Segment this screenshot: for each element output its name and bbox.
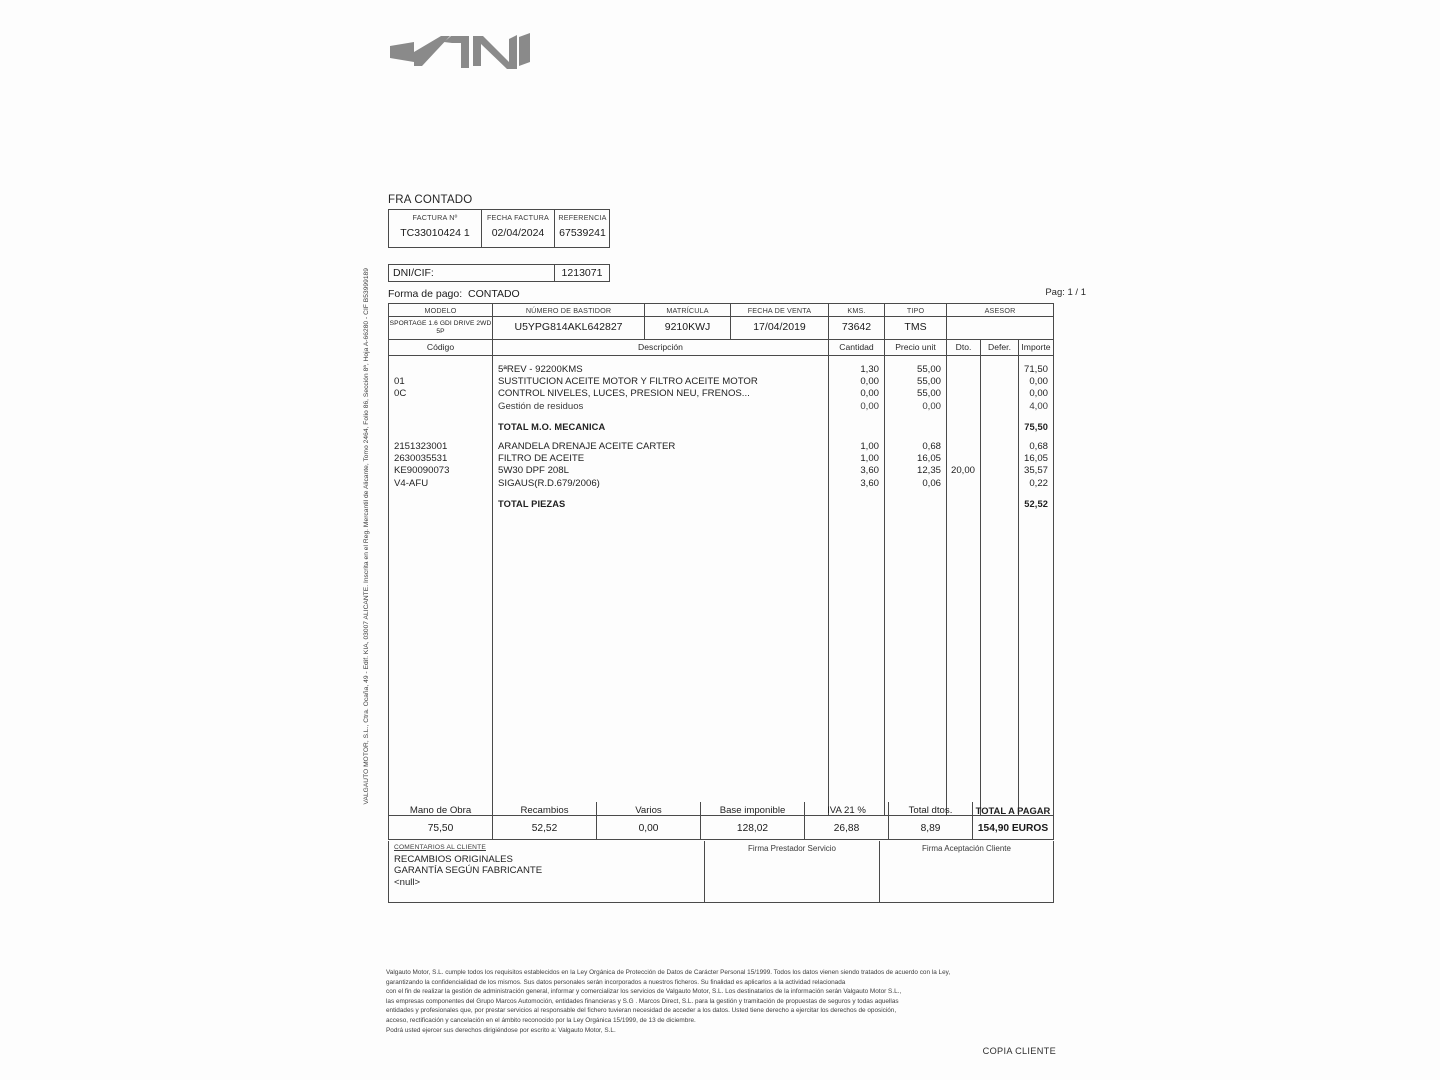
parts-line-cell: 2151323001 bbox=[394, 441, 448, 452]
invoice-sheet bbox=[352, 0, 1092, 1080]
items-cantidad-column bbox=[829, 356, 885, 815]
dni-row bbox=[388, 264, 610, 282]
invoice-number-value: TC33010424 1 bbox=[400, 227, 470, 239]
dni-label: DNI/CIF: bbox=[389, 265, 555, 281]
total-col-iva bbox=[805, 802, 889, 819]
col-fecha-venta bbox=[731, 304, 829, 316]
total-col-mano-obra-label: Mano de Obra bbox=[409, 805, 472, 816]
labor-line-cell: 1,30 bbox=[860, 364, 879, 375]
col-defer bbox=[981, 340, 1019, 355]
labor-line-cell: SUSTITUCION ACEITE MOTOR Y FILTRO ACEITE MOTOR bbox=[498, 376, 758, 388]
parts-line-cell: 5W30 DPF 208L bbox=[498, 465, 569, 477]
invoice-number-label: FACTURA Nº bbox=[412, 213, 458, 222]
total-val-base bbox=[701, 819, 805, 839]
total-val-varios bbox=[597, 819, 701, 839]
total-val-pagar bbox=[973, 819, 1053, 839]
col-bastidor-label: NÚMERO DE BASTIDOR bbox=[525, 306, 612, 315]
items-dto-column bbox=[947, 356, 981, 815]
parts-line-cell: 1,00 bbox=[860, 441, 879, 452]
total-col-mano-obra bbox=[389, 802, 493, 819]
total-val-recambios bbox=[493, 819, 597, 839]
total-col-base-label: Base imponible bbox=[719, 805, 786, 816]
parts-line-cell: ARANDELA DRENAJE ACEITE CARTER bbox=[498, 441, 676, 452]
signature-client-cell bbox=[880, 841, 1053, 902]
parts-line-cell: 16,05 bbox=[1023, 453, 1048, 465]
parts-line-cell: 0,68 bbox=[1029, 441, 1048, 452]
col-codigo bbox=[389, 340, 493, 355]
col-kms-label: KMS. bbox=[847, 306, 866, 315]
col-matricula bbox=[645, 304, 731, 316]
invoice-date-value: 02/04/2024 bbox=[491, 227, 545, 239]
total-val-base-text: 128,02 bbox=[736, 823, 769, 834]
col-precio-unit-label: Precio unit bbox=[895, 342, 936, 352]
text-line: GARANTÍA SEGÚN FABRICANTE bbox=[394, 865, 543, 877]
total-col-pagar bbox=[973, 802, 1053, 819]
val-bastidor bbox=[493, 317, 645, 339]
items-precio-column bbox=[885, 356, 947, 815]
parts-line-cell: FILTRO DE ACEITE bbox=[498, 453, 585, 465]
invoice-reference-cell bbox=[555, 210, 610, 247]
parts-line-cell: 1,00 bbox=[860, 453, 879, 465]
col-importe bbox=[1019, 340, 1053, 355]
col-asesor bbox=[947, 304, 1053, 316]
comments-title: COMENTARIOS AL CLIENTE bbox=[394, 844, 486, 851]
total-col-varios bbox=[597, 802, 701, 819]
parts-total-label: TOTAL PIEZAS bbox=[498, 498, 566, 509]
total-val-dtos-text: 8,89 bbox=[920, 823, 941, 834]
col-bastidor bbox=[493, 304, 645, 316]
page-indicator: Pag: 1 / 1 bbox=[1045, 287, 1086, 298]
text-line: entidades y profesionales que, por prestar servicios al responsable del fichero tuvieran necesidad de acceder a los datos. Usted tiene derecho a ejercitar los derechos de oposición, bbox=[386, 1007, 897, 1015]
kia-logo bbox=[385, 26, 535, 78]
parts-line-cell: 0,22 bbox=[1029, 477, 1048, 489]
col-importe-label: Importe bbox=[1021, 342, 1051, 352]
comments-cell bbox=[389, 841, 705, 902]
items-header-row bbox=[389, 340, 1053, 356]
text-line: garantizando la confidencialidad de los mismos. Sus datos personales serán incorporados a nuestros ficheros. Su finalidad es aplicarlos a la actividad relacionada bbox=[386, 978, 846, 986]
labor-line-cell: CONTROL NIVELES, LUCES, PRESION NEU, FRENOS... bbox=[498, 388, 750, 400]
val-modelo-text: SPORTAGE 1.6 GDI DRIVE 2WD 5P bbox=[389, 320, 492, 335]
invoice-date-label: FECHA FACTURA bbox=[486, 213, 550, 222]
parts-line-cell: 2630035531 bbox=[394, 453, 448, 465]
parts-line-cell: 35,57 bbox=[1023, 465, 1048, 477]
parts-line-cell: 16,05 bbox=[916, 453, 941, 465]
col-descripcion-label: Descripción bbox=[638, 342, 683, 352]
labor-line-cell: 55,00 bbox=[916, 376, 941, 388]
dni-value: 1213071 bbox=[561, 267, 603, 279]
totals-header-row bbox=[389, 802, 1053, 819]
total-val-iva bbox=[805, 819, 889, 839]
labor-line-cell: 55,00 bbox=[916, 388, 941, 400]
payment-method-label: Forma de pago: bbox=[388, 288, 463, 300]
text-line: Valgauto Motor, S.L. cumple todos los requisitos establecidos en la Ley Orgánica de Protección de Datos de Carácter Personal 15/1999. Todos los datos vienen siendo tratados de acuerdo con la Ley, bbox=[386, 969, 951, 976]
comments-body bbox=[394, 854, 542, 888]
text-line: RECAMBIOS ORIGINALES bbox=[394, 854, 513, 865]
labor-line-cell: 0,00 bbox=[1029, 376, 1048, 388]
footer-legal-text bbox=[386, 968, 1076, 1035]
invoice-reference-label: REFERENCIA bbox=[558, 213, 607, 222]
invoice-header-box bbox=[388, 209, 610, 248]
invoice-date-cell bbox=[482, 210, 555, 247]
main-table bbox=[388, 303, 1054, 816]
col-dto bbox=[947, 340, 981, 355]
val-asesor bbox=[947, 317, 1053, 339]
labor-line-cell: 4,00 bbox=[1029, 400, 1048, 412]
total-val-mano-obra bbox=[389, 819, 493, 839]
totals-values-row bbox=[389, 819, 1053, 839]
total-val-pagar-text: 154,90 EUROS bbox=[977, 823, 1049, 834]
col-codigo-label: Código bbox=[426, 342, 455, 352]
col-fecha-venta-label: FECHA DE VENTA bbox=[747, 306, 812, 315]
company-legal-vertical: VALGAUTO MOTOR, S.L., Ctra. Ocaña, 49 - Edif. KIA, 03007 ALICANTE. Inscrita en el Reg. Mercantil de Alicante, Tomo 2464, Folio 86, Sección 8ª, Hoja A-66280 - CIF B53999189 bbox=[363, 268, 370, 805]
labor-line-cell: 0,00 bbox=[860, 388, 879, 400]
val-matricula-text: 9210KWJ bbox=[664, 321, 711, 333]
payment-method bbox=[388, 288, 520, 300]
total-col-pagar-label: TOTAL A PAGAR bbox=[975, 805, 1051, 816]
val-fecha-venta bbox=[731, 317, 829, 339]
labor-total-value: 75,50 bbox=[1024, 421, 1048, 432]
labor-line-cell: Gestión de residuos bbox=[498, 400, 584, 412]
col-defer-label: Defer. bbox=[988, 342, 1011, 352]
text-line: con el fin de realizar la gestión de administración general, informar y comercializar los servicios de Valgauto Motor, S.L. Los destinatarios de la información serán Valgauto Motor S.L., bbox=[386, 988, 902, 996]
col-cantidad bbox=[829, 340, 885, 355]
parts-line-cell: 0,68 bbox=[922, 441, 941, 452]
total-val-varios-text: 0,00 bbox=[638, 823, 659, 834]
text-line: Podrá usted ejercer sus derechos dirigiéndose por escrito a: Valgauto Motor, S.L. bbox=[386, 1026, 616, 1034]
payment-method-value: CONTADO bbox=[467, 288, 520, 300]
total-col-dtos-label: Total dtos. bbox=[908, 805, 953, 816]
col-modelo-label: MODELO bbox=[424, 306, 457, 315]
total-val-mano-obra-text: 75,50 bbox=[427, 823, 454, 834]
col-descripcion bbox=[493, 340, 829, 355]
parts-line-cell: 3,60 bbox=[860, 465, 879, 477]
items-descripcion-column bbox=[493, 356, 829, 815]
text-line: las empresas componentes del Grupo Marcos Automoción, entidades financieras y S.G . Marcos Direct, S.L. para la gestión y tramitación de propuestas de seguros y todas aquellas bbox=[386, 997, 899, 1005]
copy-label: COPIA CLIENTE bbox=[982, 1046, 1056, 1056]
text-line: acceso, rectificación y cancelación en el ámbito reconocido por la Ley Orgánica 15/1999, de 13 de diciembre. bbox=[386, 1016, 696, 1024]
col-asesor-label: ASESOR bbox=[984, 306, 1016, 315]
invoice-reference-value: 67539241 bbox=[559, 227, 606, 239]
labor-line-cell: 5ªREV - 92200KMS bbox=[498, 364, 583, 375]
items-importe-column bbox=[1019, 356, 1053, 815]
parts-line-cell: 20,00 bbox=[950, 465, 975, 477]
labor-total-label: TOTAL M.O. MECANICA bbox=[498, 421, 606, 432]
col-modelo bbox=[389, 304, 493, 316]
parts-line-cell: 12,35 bbox=[916, 465, 941, 477]
col-matricula-label: MATRÍCULA bbox=[666, 306, 709, 315]
col-dto-label: Dto. bbox=[955, 342, 972, 352]
val-modelo bbox=[389, 317, 493, 339]
parts-total-value: 52,52 bbox=[1024, 498, 1048, 509]
signature-provider-cell bbox=[705, 841, 880, 902]
items-body bbox=[389, 356, 1053, 816]
labor-line-cell: 0C bbox=[394, 388, 407, 400]
val-kms bbox=[829, 317, 885, 339]
invoice-type-label: FRA CONTADO bbox=[388, 194, 473, 206]
items-defer-column bbox=[981, 356, 1019, 815]
total-col-recambios bbox=[493, 802, 597, 819]
val-matricula bbox=[645, 317, 731, 339]
val-asesor-text bbox=[947, 317, 1053, 321]
invoice-number-cell bbox=[389, 210, 482, 247]
col-tipo-label: TIPO bbox=[906, 306, 925, 315]
items-codigo-column bbox=[389, 356, 493, 815]
val-kms-text: 73642 bbox=[841, 321, 872, 333]
col-kms bbox=[829, 304, 885, 316]
parts-line-cell: SIGAUS(R.D.679/2006) bbox=[498, 477, 600, 489]
total-col-recambios-label: Recambios bbox=[520, 805, 569, 816]
total-val-recambios-text: 52,52 bbox=[531, 823, 558, 834]
parts-line-cell: V4-AFU bbox=[394, 477, 429, 489]
signature-client-label: Firma Aceptación Cliente bbox=[922, 844, 1011, 853]
col-cantidad-label: Cantidad bbox=[839, 342, 874, 352]
labor-line-cell: 01 bbox=[394, 376, 405, 388]
val-tipo bbox=[885, 317, 947, 339]
val-tipo-text: TMS bbox=[904, 321, 927, 333]
parts-line-cell: 0,06 bbox=[922, 477, 941, 489]
parts-line-cell: 3,60 bbox=[860, 477, 879, 489]
signature-provider-label: Firma Prestador Servicio bbox=[747, 844, 837, 853]
col-precio-unit bbox=[885, 340, 947, 355]
parts-line-cell: KE90090073 bbox=[394, 465, 450, 477]
total-val-dtos bbox=[889, 819, 973, 839]
total-col-base bbox=[701, 802, 805, 819]
text-line: <null> bbox=[394, 876, 421, 888]
labor-line-cell: 0,00 bbox=[860, 400, 879, 412]
vehicle-values-row bbox=[389, 317, 1053, 340]
val-bastidor-text: U5YPG814AKL642827 bbox=[514, 321, 623, 333]
totals-table bbox=[388, 802, 1054, 840]
comments-signatures-block bbox=[388, 841, 1054, 903]
labor-line-cell: 71,50 bbox=[1023, 364, 1048, 375]
vehicle-header-row bbox=[389, 304, 1053, 317]
val-fecha-venta-text: 17/04/2019 bbox=[753, 321, 806, 333]
labor-line-cell: 0,00 bbox=[922, 400, 941, 412]
labor-line-cell: 0,00 bbox=[860, 376, 879, 388]
total-col-iva-label: IVA 21 % bbox=[827, 805, 866, 816]
total-val-iva-text: 26,88 bbox=[833, 823, 860, 834]
labor-line-cell: 0,00 bbox=[1029, 388, 1048, 400]
total-col-dtos bbox=[889, 802, 973, 819]
total-col-varios-label: Varios bbox=[635, 805, 662, 816]
col-tipo bbox=[885, 304, 947, 316]
labor-line-cell: 55,00 bbox=[916, 364, 941, 375]
